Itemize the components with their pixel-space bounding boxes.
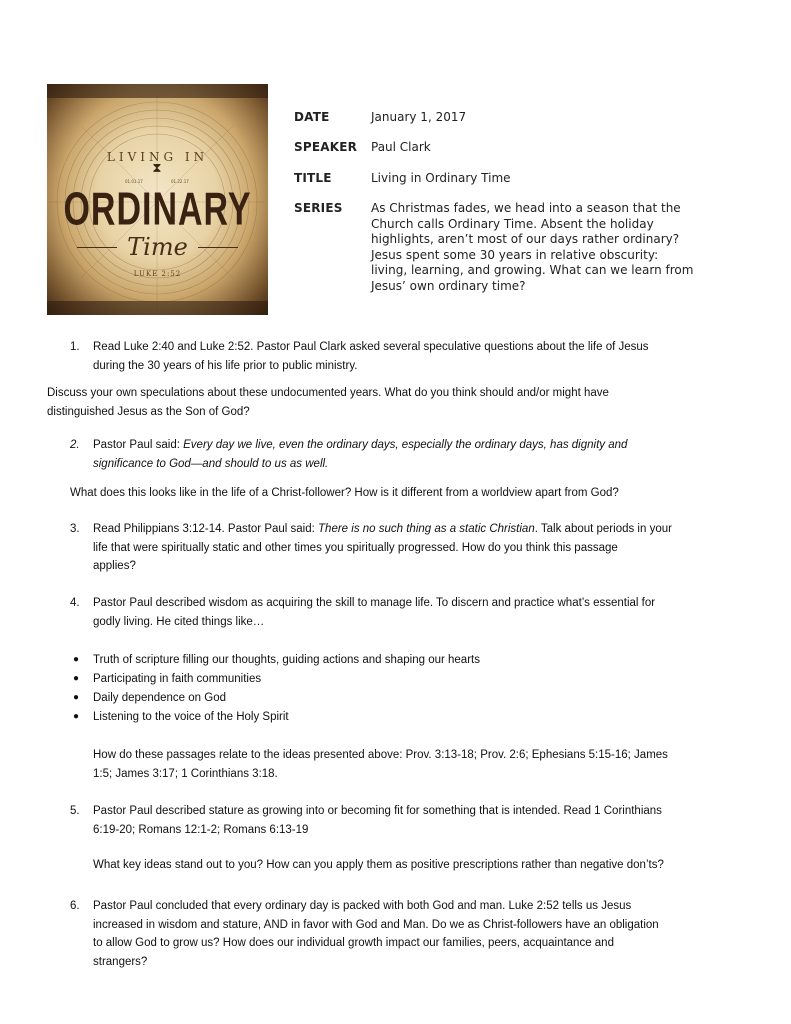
graphic-time-script: Time xyxy=(127,233,188,261)
hourglass-icon: ⧗ xyxy=(152,161,162,176)
question-3-line: life that were spiritually static and other times you spiritually progressed. How do you think this passage xyxy=(93,541,618,554)
question-1-text xyxy=(93,338,649,375)
sermon-series-graphic xyxy=(47,84,268,315)
question-2-followup: What does this looks like in the life of a Christ-follower? How is it different from a worldview apart from God? xyxy=(70,487,619,499)
question-1-number: 1. xyxy=(70,341,80,353)
date-label: DATE xyxy=(294,110,330,124)
question-3-intro: Read Philippians 3:12-14. Pastor Paul said: xyxy=(93,523,319,535)
graphic-start-date: 01.01.17 xyxy=(125,179,143,184)
question-4-followup-line: How do these passages relate to the ideas presented above: Prov. 3:13-18; Prov. 2:6; Ephesians 5:15-16; James xyxy=(93,749,668,761)
question-4-line: Pastor Paul described wisdom as acquiring the skill to manage life. To discern and practice what’s essential for xyxy=(93,597,656,609)
bullet-item: Listening to the voice of the Holy Spirit xyxy=(93,711,289,723)
bullet-item: Daily dependence on God xyxy=(93,692,226,704)
series-line: Jesus’ own ordinary time? xyxy=(371,278,526,293)
question-6-text xyxy=(93,897,659,971)
question-2-intro: Pastor Paul said: xyxy=(93,439,184,451)
bullet-item: Participating in faith communities xyxy=(93,673,262,685)
graphic-end-date: 01.22.17 xyxy=(171,179,189,184)
question-2-number: 2. xyxy=(70,439,80,451)
graphic-luke-reference: LUKE 2:52 xyxy=(133,270,182,278)
date-value: January 1, 2017 xyxy=(371,110,467,124)
question-5-followup: What key ideas stand out to you? How can you apply them as positive prescriptions rather than negative don’ts? xyxy=(93,859,664,871)
bullet-icon: ● xyxy=(73,654,80,665)
question-5-text xyxy=(93,802,662,839)
question-2-line xyxy=(93,436,627,455)
question-5-line: 6:19-20; Romans 12:1-2; Romans 6:13-19 xyxy=(93,823,309,836)
question-4-followup-line: 1:5; James 3:17; 1 Corinthians 3:18. xyxy=(93,767,278,780)
question-4-number: 4. xyxy=(70,597,80,609)
graphic-living-in-text: LIVING IN xyxy=(106,150,209,164)
graphic-rule-right xyxy=(198,247,238,248)
series-line: Church calls Ordinary Time. Absent the holiday xyxy=(371,216,654,231)
question-2-quote: Every day we live, even the ordinary days, especially the ordinary days, has dignity and xyxy=(183,439,628,451)
series-label: SERIES xyxy=(294,201,343,215)
bullet-icon: ● xyxy=(73,692,80,703)
question-3-line: applies? xyxy=(93,560,136,572)
series-description xyxy=(371,201,716,294)
bullet-icon: ● xyxy=(73,711,80,722)
question-5-number: 5. xyxy=(70,805,80,817)
question-6-line: to allow God to grow us? How does our individual growth impact our families, peers, acquaintance and xyxy=(93,937,614,949)
question-6-line: increased in wisdom and stature, AND in favor with God and Man. Do we as Christ-followers have an obligation xyxy=(93,918,659,931)
question-1-line: Read Luke 2:40 and Luke 2:52. Pastor Paul Clark asked several speculative questions about the life of Jesus xyxy=(93,341,649,353)
question-3-text xyxy=(93,520,672,576)
question-1-discussion-line: Discuss your own speculations about these undocumented years. What do you think should and/or might have xyxy=(47,387,609,399)
question-1-discussion-line: distinguished Jesus as the Son of God? xyxy=(47,405,250,418)
series-line: Jesus spent some 30 years in relative obscurity: xyxy=(371,247,659,262)
bullet-item: Truth of scripture filling our thoughts, guiding actions and shaping our hearts xyxy=(93,654,480,666)
question-2-text xyxy=(93,436,627,473)
question-3-line xyxy=(93,520,672,539)
question-3-quote: There is no such thing as a static Christian xyxy=(318,523,535,535)
question-5-line: Pastor Paul described stature as growing into or becoming fit for something that is intended. Read 1 Corinthians xyxy=(93,805,662,817)
question-6-line: strangers? xyxy=(93,955,148,968)
title-label: TITLE xyxy=(294,171,332,185)
title-value: Living in Ordinary Time xyxy=(371,171,511,185)
speaker-value: Paul Clark xyxy=(371,140,431,154)
question-1-line: during the 30 years of his life prior to public ministry. xyxy=(93,359,358,372)
series-line: living, learning, and growing. What can we learn from xyxy=(371,263,694,277)
speaker-label: SPEAKER xyxy=(294,140,358,154)
question-6-line: Pastor Paul concluded that every ordinary day is packed with both God and man. Luke 2:52 tells us Jesus xyxy=(93,900,632,912)
question-6-number: 6. xyxy=(70,900,80,912)
question-3-number: 3. xyxy=(70,523,80,535)
question-3-cont: . Talk about periods in your xyxy=(534,523,672,535)
question-1-discussion xyxy=(47,384,609,421)
series-line: As Christmas fades, we head into a season that the xyxy=(371,201,681,215)
question-4-text xyxy=(93,594,655,631)
question-4-line: godly living. He cited things like… xyxy=(93,615,265,628)
question-2-quote-cont: significance to God—and should to us as well. xyxy=(93,457,329,470)
question-4-followup xyxy=(93,746,668,783)
bullet-icon: ● xyxy=(73,673,80,684)
graphic-ordinary-title: ORDINARY xyxy=(63,184,252,236)
series-line: highlights, aren’t most of our days rather ordinary? xyxy=(371,232,680,246)
